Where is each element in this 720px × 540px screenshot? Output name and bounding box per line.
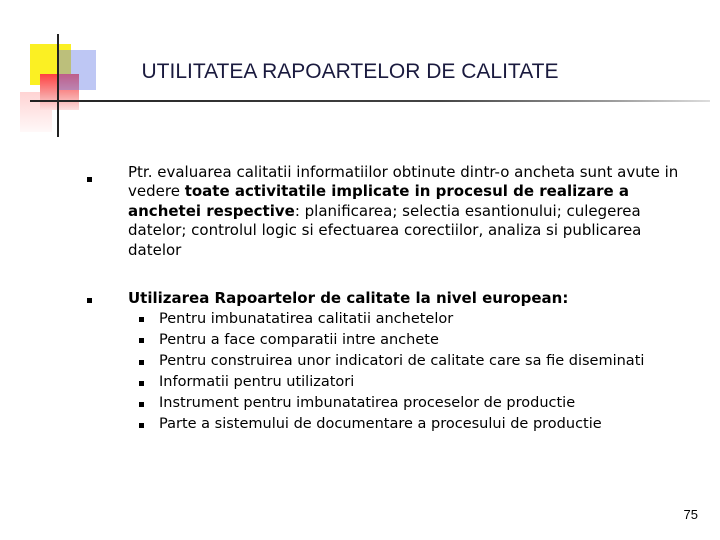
- bullet-item-2: Utilizarea Rapoartelor de calitate la nivel european:: [128, 289, 569, 307]
- bullet-1-text: Ptr. evaluarea calitatii informatiilor obtinute dintr-o ancheta sunt avute in vedere: [128, 163, 679, 201]
- bullet-1-text-end: : planificarea; selectia esantionului; culegerea datelor; controlul logic si efectuarea corectiilor, analiza si publicarea datelor: [128, 201, 642, 259]
- page-number: 75: [683, 507, 698, 522]
- sub-bullet-marker: [139, 423, 144, 428]
- sub-bullet-marker: [139, 402, 144, 407]
- sub-bullet-marker: [139, 338, 144, 343]
- bullet-1-bold-text: toate activitatile implicate in procesul de realizare a anchetei respective: [128, 182, 630, 220]
- bullet-item-1: [128, 163, 688, 260]
- decor-blue-square: [58, 50, 96, 90]
- title-underline: [30, 100, 710, 102]
- sub-list-item: Informatii pentru utilizatori: [159, 374, 355, 390]
- sub-list-item: Instrument pentru imbunatatirea proceselor de productie: [159, 395, 576, 411]
- sub-list-item: Parte a sistemului de documentare a procesului de productie: [159, 416, 602, 432]
- decor-vertical-line: [57, 34, 59, 137]
- sub-list-item: Pentru a face comparatii intre anchete: [159, 332, 439, 348]
- bullet-marker-2: [87, 298, 92, 303]
- sub-list-item: Pentru imbunatatirea calitatii anchetelor: [159, 311, 454, 327]
- sub-bullet-marker: [139, 381, 144, 386]
- bullet-marker-1: [87, 177, 92, 182]
- sub-list-item: Pentru construirea unor indicatori de calitate care sa fie diseminati: [159, 353, 645, 369]
- sub-bullet-marker: [139, 360, 144, 365]
- slide-title: UTILITATEA RAPOARTELOR DE CALITATE: [141, 60, 559, 83]
- sub-bullet-marker: [139, 317, 144, 322]
